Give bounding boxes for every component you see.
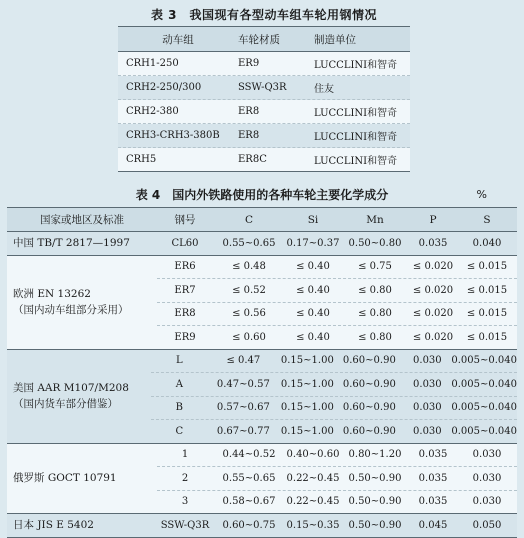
table4-group-label-line: 欧洲 EN 13262	[13, 288, 91, 300]
table4-cell: SSW-Q3R	[160, 519, 210, 531]
table4-cell: 0.50~0.80	[348, 237, 402, 249]
table3-row	[118, 124, 410, 148]
table4-header-cell: Mn	[366, 213, 384, 226]
table4-cell: ≤ 0.80	[358, 308, 392, 320]
table4-group-label-line: （国内动车组部分采用）	[13, 304, 129, 316]
table4-group-label	[7, 444, 157, 514]
table3-cell: ER9	[238, 58, 260, 69]
table4-cell: 0.040	[472, 237, 502, 249]
table4-cell: 0.15~1.00	[280, 355, 334, 367]
table4-cell: 0.15~1.00	[280, 402, 334, 414]
table4-cell: ≤ 0.52	[232, 284, 266, 296]
table4-row	[151, 420, 517, 443]
table4-cell: 0.58~0.67	[222, 496, 276, 508]
table4-group-label	[7, 232, 157, 255]
table4-group	[7, 256, 517, 350]
table4-cell: 0.60~0.90	[342, 402, 396, 414]
table4-row	[157, 444, 517, 468]
table4-cell: ≤ 0.020	[412, 261, 454, 273]
table4-cell: 0.035	[418, 449, 448, 461]
table4-cell: 0.50~0.90	[348, 519, 402, 531]
table4-cell: 0.22~0.45	[286, 496, 340, 508]
table3-cell: SSW-Q3R	[238, 82, 287, 93]
table4-header-cell: P	[429, 213, 437, 226]
table4-caption	[7, 183, 517, 207]
table4-cell: ≤ 0.015	[466, 261, 508, 273]
table4-cell: ≤ 0.020	[412, 331, 454, 343]
table4-header-cell: S	[483, 213, 491, 226]
table4-cell: 0.030	[413, 378, 442, 390]
table4-cell: ≤ 0.75	[358, 261, 392, 273]
table3-cell: ER8C	[238, 154, 267, 165]
table4-cell: 0.60~0.90	[342, 425, 396, 437]
table4-grid	[7, 207, 517, 538]
table4-cell: L	[176, 355, 183, 367]
table4-header-cell: 国家或地区及标准	[40, 214, 124, 226]
table3-cell: ER8	[238, 106, 260, 117]
table4-cell: ≤ 0.40	[296, 331, 330, 343]
table4-cell: ≤ 0.40	[296, 308, 330, 320]
table4-cell: ER6	[174, 261, 196, 273]
table4-cell: 0.030	[413, 402, 442, 414]
table3-cell: CRH2-380	[126, 106, 179, 117]
table4-cell: 0.22~0.45	[286, 472, 340, 484]
table4-cell: 0.045	[418, 519, 448, 531]
table4-cell: ≤ 0.80	[358, 284, 392, 296]
table4-header-cell: 钢号	[174, 214, 196, 226]
table3-caption: 表 3 我国现有各型动车组车轮用钢情况	[150, 8, 378, 22]
table4-cell: 0.60~0.75	[222, 519, 276, 531]
table4-cell: 0.57~0.67	[216, 402, 270, 414]
table3-row	[118, 76, 410, 100]
table3-header-cell: 制造单位	[314, 33, 356, 46]
table4-cell: ≤ 0.40	[296, 261, 330, 273]
table4-cell: CL60	[171, 237, 199, 249]
table4-group-label-line: 中国 TB/T 2817—1997	[13, 237, 130, 250]
table4-cell: ER9	[174, 331, 196, 343]
table3-row	[118, 148, 410, 171]
table3-row	[118, 52, 410, 76]
table3-cell: LUCCLINI和智奇	[314, 156, 398, 167]
table4-cell: A	[175, 378, 183, 390]
table4-cell: 0.005~0.040	[451, 378, 517, 390]
table4-cell: 0.15~0.35	[286, 519, 340, 531]
table4-cell: ≤ 0.80	[358, 331, 392, 343]
table3-header-row	[118, 27, 410, 52]
table3-cell: ER8	[238, 130, 260, 141]
table4-group-label-line: 美国 AAR M107/M208	[13, 382, 129, 394]
table4-cell: 0.030	[413, 355, 442, 367]
table4-row	[151, 350, 517, 374]
table4-cell: 0.030	[472, 449, 502, 461]
table4-cell: 0.50~0.90	[348, 472, 402, 484]
table4-cell: ≤ 0.47	[226, 355, 261, 367]
table4-cell: 0.15~1.00	[280, 378, 334, 390]
table4-cell: ≤ 0.56	[232, 308, 266, 320]
table3	[118, 4, 410, 172]
table4-cell: ≤ 0.60	[232, 331, 266, 343]
table4-cell: ≤ 0.020	[412, 284, 454, 296]
table4-cell: 0.005~0.040	[451, 355, 517, 367]
table4-group-label-line: 俄罗斯 GOCT 10791	[13, 472, 117, 485]
table4-row	[157, 326, 517, 349]
table4-row	[157, 303, 517, 327]
table4-cell: ≤ 0.015	[466, 284, 508, 296]
table3-cell: CRH2-250/300	[126, 82, 202, 93]
table4-cell: C	[175, 425, 184, 437]
table4-cell: ≤ 0.020	[412, 308, 454, 320]
table4-header-row	[7, 208, 517, 232]
table4-cell: 0.005~0.040	[451, 425, 517, 437]
table4-row	[157, 232, 517, 255]
table4-cell: 0.47~0.57	[216, 378, 270, 390]
table4-cell: 0.030	[413, 425, 442, 437]
table4-header-cell: Si	[307, 213, 319, 226]
table4-cell: 0.55~0.65	[222, 472, 276, 484]
table3-cell: CRH1-250	[126, 58, 179, 69]
table4-group-label-line: （国内货车部分借鉴）	[13, 398, 118, 410]
table4-cell: 0.15~1.00	[280, 425, 334, 437]
table4-cell: 0.050	[472, 519, 502, 531]
table3-row	[118, 100, 410, 124]
table3-cell: 住友	[314, 84, 334, 95]
table3-cell: CRH5	[126, 154, 157, 165]
table4	[7, 183, 517, 538]
table4-cell: ER7	[174, 284, 196, 296]
table4-group-label	[7, 350, 151, 443]
table4-group	[7, 232, 517, 256]
table4-cell: 0.035	[418, 237, 448, 249]
table3-cell: LUCCLINI和智奇	[314, 132, 398, 143]
table4-header-cell: C	[244, 213, 254, 226]
table4-cell: 0.035	[418, 496, 448, 508]
table4-cell: 0.40~0.60	[286, 449, 340, 461]
table4-group	[7, 514, 517, 537]
table4-row	[157, 491, 517, 514]
table4-cell: B	[175, 402, 184, 414]
table4-cell: ≤ 0.40	[296, 284, 330, 296]
table4-group-label	[7, 256, 157, 349]
table4-cell: 0.60~0.90	[342, 378, 396, 390]
table3-cell: LUCCLINI和智奇	[314, 108, 398, 119]
table3-cell: LUCCLINI和智奇	[314, 60, 398, 71]
table4-cell: 0.60~0.90	[342, 355, 396, 367]
table4-unit: %	[476, 188, 487, 201]
table4-cell: 0.17~0.37	[286, 237, 340, 249]
table4-group-label	[7, 514, 157, 537]
table4-cell: 0.44~0.52	[222, 449, 276, 461]
table4-cell: 3	[181, 496, 189, 508]
table4-group	[7, 350, 517, 444]
table4-cell: 0.030	[472, 472, 502, 484]
table3-grid	[118, 26, 410, 172]
table4-cell: 2	[181, 472, 189, 484]
table4-group	[7, 444, 517, 515]
table4-cell: 0.50~0.90	[348, 496, 402, 508]
table4-caption-text: 表 4 国内外铁路使用的各种车轮主要化学成分	[135, 188, 389, 202]
table3-header-cell: 车轮材质	[238, 33, 280, 46]
table4-cell: ER8	[174, 308, 196, 320]
table4-cell: ≤ 0.48	[232, 261, 266, 273]
table4-row	[157, 256, 517, 280]
table4-group-label-line: 日本 JIS E 5402	[13, 519, 94, 532]
table4-cell: ≤ 0.015	[466, 331, 508, 343]
table4-cell: 0.55~0.65	[222, 237, 276, 249]
table4-row	[157, 514, 517, 537]
table4-cell: 0.005~0.040	[451, 402, 517, 414]
table4-row	[151, 373, 517, 397]
table4-cell: 0.030	[472, 496, 502, 508]
table4-row	[157, 279, 517, 303]
table4-cell: ≤ 0.015	[466, 308, 508, 320]
table3-header-cell: 动车组	[162, 33, 194, 46]
table4-cell: 1	[181, 449, 189, 461]
table4-row	[151, 397, 517, 421]
table4-cell: 0.67~0.77	[216, 425, 270, 437]
table4-cell: 0.035	[418, 472, 448, 484]
table4-cell: 0.80~1.20	[348, 449, 402, 461]
table4-row	[157, 467, 517, 491]
table3-cell: CRH3-CRH3-380B	[126, 130, 220, 141]
